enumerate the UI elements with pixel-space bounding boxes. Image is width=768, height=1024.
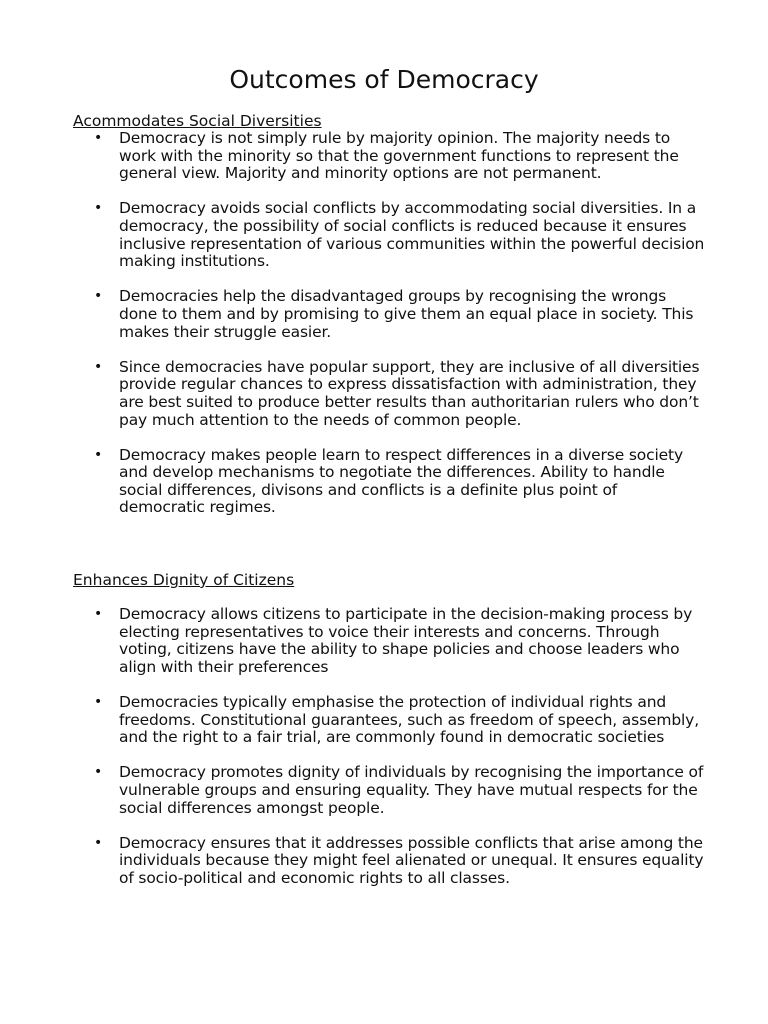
bullet-text: Democracies help the disadvantaged groups by recognising the wrongs done to them and by promising to give them an equal place in society. This makes their struggle easier.: [119, 287, 694, 341]
bullet-text: Democracy promotes dignity of individuals by recognising the importance of vulnerable groups and ensuring equality. They have mutual respects for the social differences amongst people.: [119, 763, 704, 817]
list-item: [0, 200, 768, 270]
bullet-text: Democracy makes people learn to respect differences in a diverse society and develop mechanisms to negotiate the differences. Ability to handle social differences, divisons and conflicts is a definite plus point of democratic regimes.: [119, 445, 683, 517]
bullet-marker: •: [94, 606, 103, 622]
bullet-text: Democracy avoids social conflicts by accommodating social diversities. In a democracy, the possibility of social conflicts is reduced because it ensures inclusive representation of various communities within the powerful decision making institutions.: [119, 199, 705, 271]
bullet-marker: •: [94, 764, 103, 781]
list-item: [0, 359, 768, 429]
bullet-text: Since democracies have popular support, they are inclusive of all diversities provide regular chances to express dissatisfaction with administration, they are best suited to produce better results than authoritarian rulers who don’t pay much attention to the needs of common people.: [119, 357, 700, 429]
list-item: [0, 764, 768, 817]
bullet-list-dignity-of-citizens: [0, 606, 768, 888]
bullet-marker: •: [94, 200, 103, 217]
section-heading-social-diversities: Acommodates Social Diversities: [73, 112, 322, 130]
bullet-text: Democracy ensures that it addresses possible conflicts that arise among the individuals because they might feel alienated or unequal. It ensures equality of socio-political and economic rights to all classes.: [119, 833, 704, 887]
bullet-marker: •: [94, 358, 103, 375]
bullet-text: Democracy allows citizens to participate in the decision-making process by electing representatives to voice their interests and concerns. Through voting, citizens have the ability to shape policies and choose leaders who align with their preferences: [119, 605, 693, 676]
list-item: [0, 694, 768, 747]
bullet-marker: •: [94, 130, 103, 146]
list-item: [0, 835, 768, 888]
bullet-text: Democracy is not simply rule by majority opinion. The majority needs to work with the minority so that the government functions to represent the general view. Majority and minority options are not permanent.: [119, 129, 679, 183]
list-item: [0, 130, 768, 183]
bullet-marker: •: [94, 288, 103, 305]
list-item: [0, 447, 768, 517]
list-item: [0, 606, 768, 676]
page-title: Outcomes of Democracy: [229, 65, 539, 94]
bullet-list-social-diversities: [0, 130, 768, 517]
section-heading-dignity-of-citizens: Enhances Dignity of Citizens: [73, 571, 295, 589]
bullet-marker: •: [94, 446, 103, 463]
bullet-marker: •: [94, 693, 103, 710]
bullet-text: Democracies typically emphasise the protection of individual rights and freedoms. Constitutional guarantees, such as freedom of speech, assembly, and the right to a fair trial, are commonly found in democratic societies: [119, 692, 699, 747]
list-item: [0, 288, 768, 341]
bullet-marker: •: [94, 834, 103, 851]
